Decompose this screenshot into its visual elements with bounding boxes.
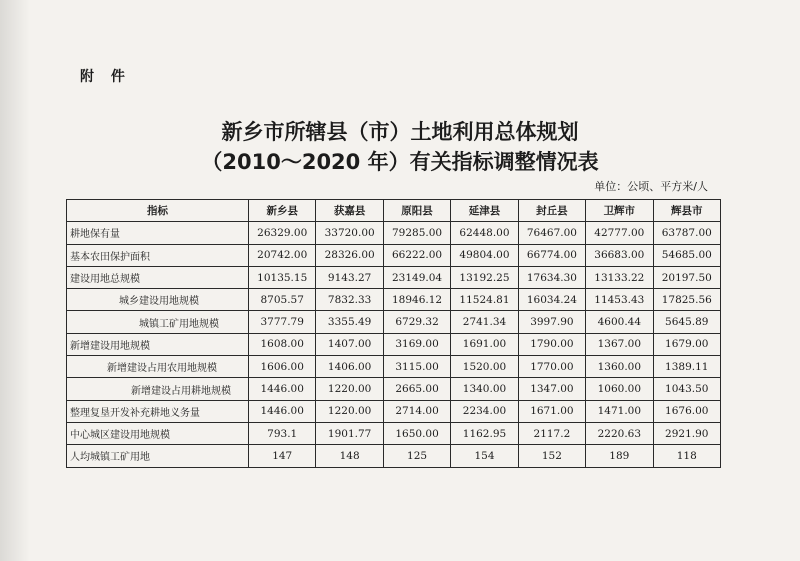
table-cell: 1520.00	[451, 356, 518, 378]
header-yanjin: 延津县	[451, 200, 518, 222]
row-label: 新增建设占用农用地规模	[67, 356, 249, 378]
scan-edge-shadow	[0, 0, 30, 561]
table-cell: 2714.00	[383, 400, 450, 422]
row-label: 城乡建设用地规模	[67, 289, 249, 311]
table-row	[67, 445, 721, 467]
row-label: 耕地保有量	[67, 222, 249, 244]
table-header-row	[67, 200, 721, 222]
table-cell: 1340.00	[451, 378, 518, 400]
table-cell: 5645.89	[653, 311, 720, 333]
table-cell: 154	[451, 445, 518, 467]
table-row	[67, 333, 721, 355]
table-cell: 1671.00	[518, 400, 585, 422]
table-cell: 2921.90	[653, 422, 720, 444]
table-cell: 76467.00	[518, 222, 585, 244]
table-cell: 148	[316, 445, 383, 467]
table-cell: 1407.00	[316, 333, 383, 355]
table-cell: 20742.00	[249, 244, 316, 266]
table-cell: 1691.00	[451, 333, 518, 355]
table-cell: 13133.22	[586, 266, 653, 288]
table-row	[67, 244, 721, 266]
row-label: 整理复垦开发补充耕地义务量	[67, 400, 249, 422]
table-row	[67, 289, 721, 311]
indicator-table	[66, 199, 721, 468]
table-cell: 1220.00	[316, 400, 383, 422]
table-cell: 2741.34	[451, 311, 518, 333]
table-cell: 1389.11	[653, 356, 720, 378]
row-label: 建设用地总规模	[67, 266, 249, 288]
table-cell: 63787.00	[653, 222, 720, 244]
row-label: 城镇工矿用地规模	[67, 311, 249, 333]
table-cell: 10135.15	[249, 266, 316, 288]
header-fengqiu: 封丘县	[518, 200, 585, 222]
table-cell: 26329.00	[249, 222, 316, 244]
table-cell: 11453.43	[586, 289, 653, 311]
table-cell: 13192.25	[451, 266, 518, 288]
document-title-line1: 新乡市所辖县（市）土地利用总体规划	[221, 120, 579, 144]
table-cell: 1471.00	[586, 400, 653, 422]
table-row	[67, 311, 721, 333]
table-row	[67, 266, 721, 288]
table-cell: 3355.49	[316, 311, 383, 333]
table-cell: 1606.00	[249, 356, 316, 378]
table-cell: 189	[586, 445, 653, 467]
table-row	[67, 422, 721, 444]
table-cell: 4600.44	[586, 311, 653, 333]
header-yuanyang: 原阳县	[383, 200, 450, 222]
table-cell: 23149.04	[383, 266, 450, 288]
header-indicator: 指标	[67, 200, 249, 222]
table-cell: 62448.00	[451, 222, 518, 244]
table-cell: 2220.63	[586, 422, 653, 444]
unit-note: 单位：公顷、平方米/人	[594, 180, 708, 193]
annex-label: 附 件	[80, 69, 131, 85]
table-cell: 36683.00	[586, 244, 653, 266]
table-cell: 49804.00	[451, 244, 518, 266]
table-cell: 1770.00	[518, 356, 585, 378]
table-cell: 7832.33	[316, 289, 383, 311]
table-cell: 3169.00	[383, 333, 450, 355]
header-huixian: 辉县市	[653, 200, 720, 222]
table-cell: 16034.24	[518, 289, 585, 311]
table-row	[67, 356, 721, 378]
table-cell: 1446.00	[249, 378, 316, 400]
table-cell: 8705.57	[249, 289, 316, 311]
table-cell: 1347.00	[518, 378, 585, 400]
table-cell: 20197.50	[653, 266, 720, 288]
table-cell: 3997.90	[518, 311, 585, 333]
table-cell: 17825.56	[653, 289, 720, 311]
table-cell: 1608.00	[249, 333, 316, 355]
table-row	[67, 378, 721, 400]
table-cell: 66222.00	[383, 244, 450, 266]
table-cell: 17634.30	[518, 266, 585, 288]
table-cell: 1367.00	[586, 333, 653, 355]
table-cell: 793.1	[249, 422, 316, 444]
table-cell: 1060.00	[586, 378, 653, 400]
table-cell: 79285.00	[383, 222, 450, 244]
table-cell: 54685.00	[653, 244, 720, 266]
table-cell: 2117.2	[518, 422, 585, 444]
document-title-line2: （2010～2020 年）有关指标调整情况表	[201, 150, 599, 174]
table-cell: 147	[249, 445, 316, 467]
table-cell: 2234.00	[451, 400, 518, 422]
table-cell: 2665.00	[383, 378, 450, 400]
table-cell: 1679.00	[653, 333, 720, 355]
header-weihui: 卫辉市	[586, 200, 653, 222]
table-cell: 1162.95	[451, 422, 518, 444]
table-cell: 1220.00	[316, 378, 383, 400]
table-cell: 3777.79	[249, 311, 316, 333]
row-label: 基本农田保护面积	[67, 244, 249, 266]
table-cell: 1676.00	[653, 400, 720, 422]
table-cell: 3115.00	[383, 356, 450, 378]
table-cell: 1043.50	[653, 378, 720, 400]
table-row	[67, 222, 721, 244]
table-cell: 66774.00	[518, 244, 585, 266]
table-cell: 1901.77	[316, 422, 383, 444]
table-cell: 152	[518, 445, 585, 467]
table-cell: 1406.00	[316, 356, 383, 378]
table-row	[67, 400, 721, 422]
table-cell: 11524.81	[451, 289, 518, 311]
table-cell: 1360.00	[586, 356, 653, 378]
row-label: 新增建设用地规模	[67, 333, 249, 355]
table-cell: 18946.12	[383, 289, 450, 311]
row-label: 中心城区建设用地规模	[67, 422, 249, 444]
table-cell: 42777.00	[586, 222, 653, 244]
table-cell: 1790.00	[518, 333, 585, 355]
table-cell: 125	[383, 445, 450, 467]
row-label: 新增建设占用耕地规模	[67, 378, 249, 400]
table-cell: 1650.00	[383, 422, 450, 444]
header-xinxiang: 新乡县	[249, 200, 316, 222]
row-label: 人均城镇工矿用地	[67, 445, 249, 467]
table-cell: 33720.00	[316, 222, 383, 244]
table-cell: 6729.32	[383, 311, 450, 333]
table-cell: 1446.00	[249, 400, 316, 422]
table-cell: 9143.27	[316, 266, 383, 288]
table-cell: 28326.00	[316, 244, 383, 266]
header-huojia: 获嘉县	[316, 200, 383, 222]
table-cell: 118	[653, 445, 720, 467]
